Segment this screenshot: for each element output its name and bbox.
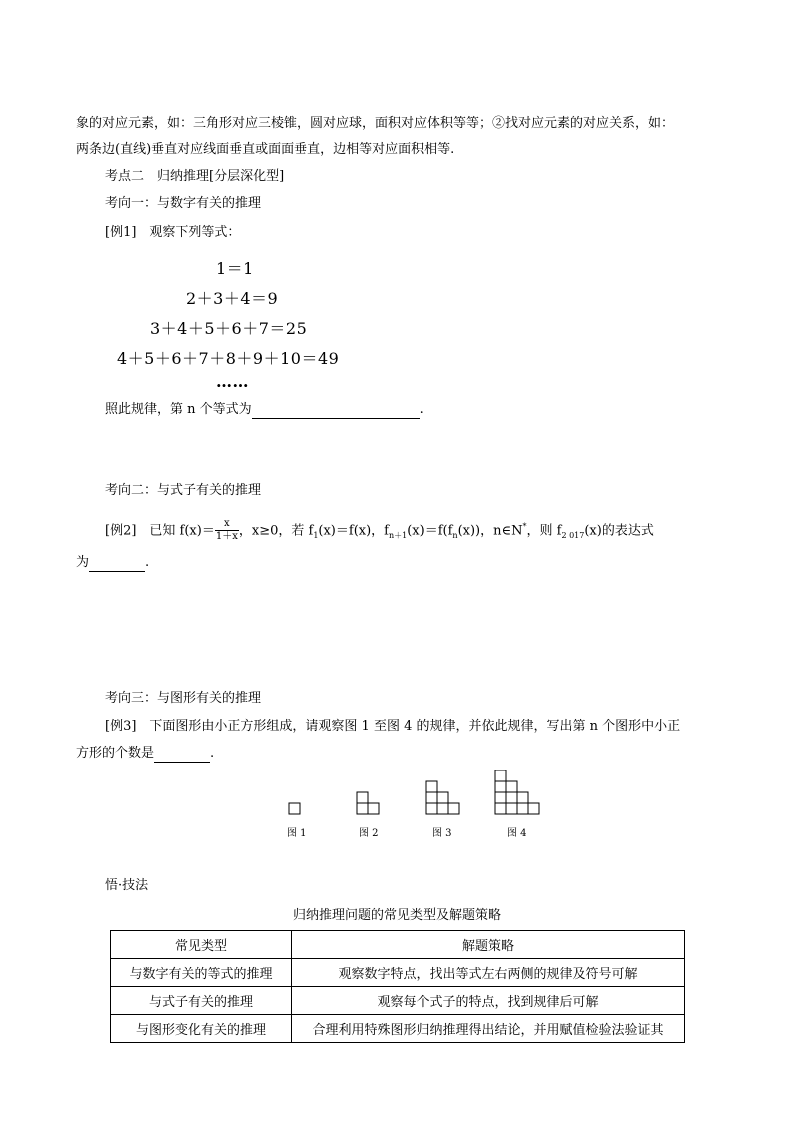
equation-3: 3＋4＋5＋6＋7＝25 [150, 319, 308, 338]
fig4-square [495, 803, 506, 814]
caption-fig-2: 图 2 [359, 828, 379, 839]
answer-blank-2 [89, 557, 145, 572]
subscript-n-plus-1: n＋1 [388, 530, 408, 540]
equation-1: 1＝1 [216, 259, 254, 278]
equation-ellipsis: …… [216, 372, 249, 391]
fig3-square [426, 792, 437, 803]
example-3-text: 方形的个数是 [76, 746, 155, 761]
fig2-square [368, 803, 379, 814]
example-2-text-e: ，则 f [526, 523, 562, 539]
example-3-line-1: [例3] 下面图形由小正方形组成，请观察图 1 至图 4 的规律，并依此规律，写出第 n 个图形中小正 [105, 719, 681, 734]
caption-fig-3: 图 3 [432, 828, 452, 839]
example-2-text-a: ，x≥0，若 f [238, 523, 314, 539]
cell-strategy: 观察数字特点，找出等式左右两侧的规律及符号可解 [292, 959, 685, 987]
fig2-square [357, 792, 368, 803]
fig4-square [528, 803, 539, 814]
fig4-square [517, 803, 528, 814]
strategy-table [110, 930, 685, 1043]
answer-blank-3 [154, 748, 210, 763]
caption-fig-4: 图 4 [507, 828, 527, 839]
header-strategy: 解题策略 [292, 931, 685, 959]
direction-2-title: 考向二：与式子有关的推理 [105, 483, 262, 498]
cell-type: 与图形变化有关的推理 [111, 1015, 292, 1043]
fraction-denominator: 1＋x [215, 531, 238, 543]
subscript-n: n [452, 530, 458, 540]
fig4-square [506, 781, 517, 792]
equation-2: 2＋3＋4＝9 [186, 289, 279, 308]
square-figures [270, 770, 560, 840]
cell-type: 与式子有关的推理 [111, 987, 292, 1015]
example-2-label: [例2] 已知 f(x)＝ [105, 523, 215, 539]
answer-blank-1 [252, 404, 420, 419]
figures-svg [270, 770, 560, 822]
table-title: 归纳推理问题的常见类型及解题策略 [292, 908, 501, 923]
fig4-square [506, 792, 517, 803]
cell-strategy: 观察每个式子的特点，找到规律后可解 [292, 987, 685, 1015]
cell-type: 与数字有关的等式的推理 [111, 959, 292, 987]
example-2-line-1 [105, 512, 654, 551]
section-heading: 考点二 归纳推理[分层深化型] [105, 169, 285, 184]
fig3-square [437, 803, 448, 814]
intro-line-1: 象的对应元素，如：三角形对应三棱锥，圆对应球，面积对应体积等等；②找对应元素的对应关系，如： [76, 116, 675, 131]
superscript-star: * [522, 522, 527, 531]
tips-heading: 悟·技法 [105, 878, 149, 893]
fig3-square [426, 803, 437, 814]
direction-3-title: 考向三：与图形有关的推理 [105, 691, 262, 706]
fig4-square [495, 770, 506, 781]
fig3-square [437, 792, 448, 803]
fig1-square [289, 803, 300, 814]
fraction [215, 518, 239, 543]
example-1-question: 照此规律，第 n 个等式为 . [105, 402, 424, 417]
header-type: 常见类型 [111, 931, 292, 959]
intro-line-2: 两条边(直线)垂直对应线面垂直或面面垂直，边相等对应面积相等. [76, 142, 455, 157]
example-2-text-d: (x))，n∈N [457, 523, 523, 539]
fig4-square [495, 792, 506, 803]
direction-1-title: 考向一：与数字有关的推理 [105, 196, 262, 211]
example-2-text-c: (x)＝f(f [407, 523, 453, 539]
example-2-line-2: 为 . [76, 555, 150, 570]
table-row [111, 1015, 685, 1043]
equation-4: 4＋5＋6＋7＋8＋9＋10＝49 [117, 349, 340, 368]
fig3-square [426, 781, 437, 792]
table-row [111, 987, 685, 1015]
example-1-label: [例1] 观察下列等式： [105, 225, 241, 240]
subscript-1: 1 [313, 530, 319, 540]
example-2-text-f: (x)的表达式 [584, 523, 654, 539]
fig4-square [506, 803, 517, 814]
question-text: 照此规律，第 n 个等式为 [105, 402, 252, 417]
fraction-numerator: x [215, 518, 239, 531]
subscript-2017: 2 017 [561, 530, 585, 540]
table-row [111, 959, 685, 987]
example-2-wei: 为 [76, 555, 90, 570]
table-header-row [111, 931, 685, 959]
fig4-square [495, 781, 506, 792]
cell-strategy: 合理利用特殊图形归纳推理得出结论，并用赋值检验法验证其 [292, 1015, 685, 1043]
caption-fig-1: 图 1 [287, 828, 307, 839]
fig3-square [448, 803, 459, 814]
example-3-line-2: 方形的个数是 . [76, 746, 215, 761]
fig2-square [357, 803, 368, 814]
example-2-text-b: (x)＝f(x)，f [318, 523, 389, 539]
fig4-square [517, 792, 528, 803]
